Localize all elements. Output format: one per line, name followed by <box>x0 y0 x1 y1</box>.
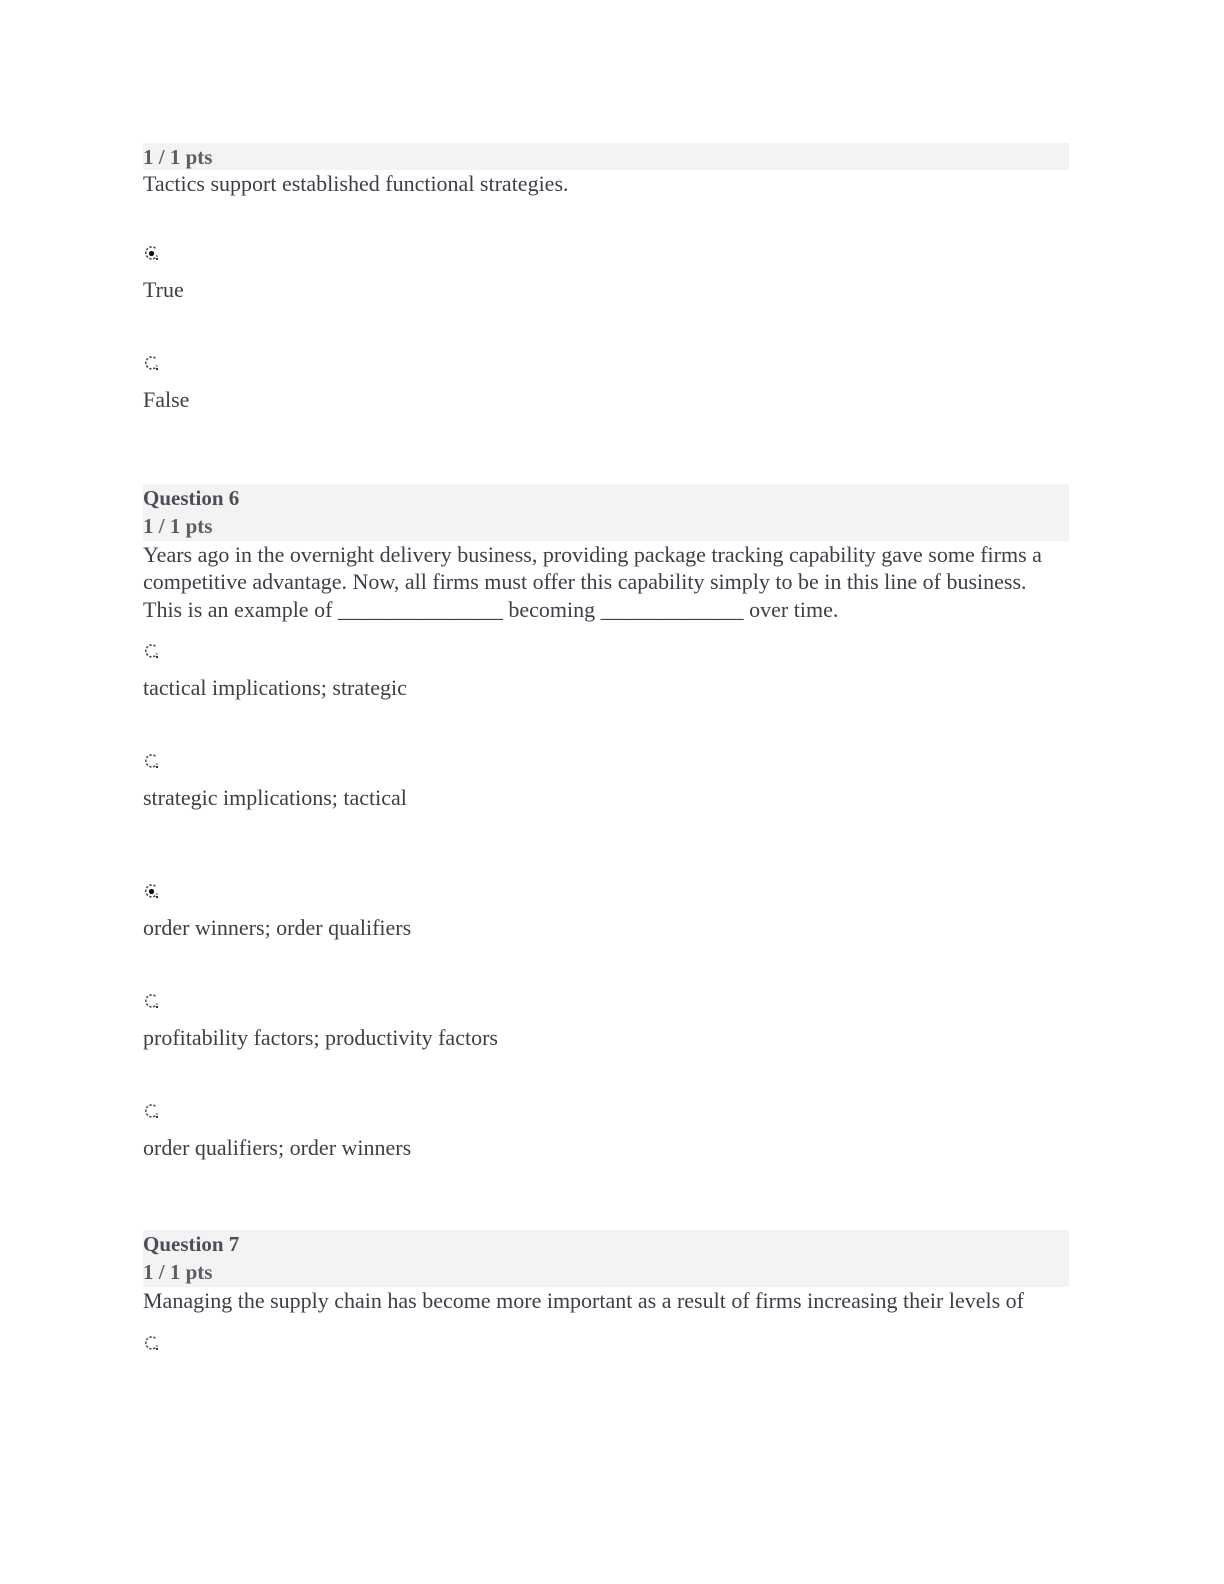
quiz-results-page <box>143 143 1069 1352</box>
question-6-answer-2[interactable] <box>143 753 1069 812</box>
radio-unselected-icon[interactable] <box>143 993 160 1010</box>
radio-unselected-icon[interactable] <box>143 643 160 660</box>
question-6-answer-4[interactable] <box>143 993 1069 1052</box>
radio-unselected-icon[interactable] <box>143 1103 160 1120</box>
question-7-header <box>143 1230 1069 1287</box>
question-6-prompt: Years ago in the overnight delivery business, providing package tracking capability gave some firms a competitive advantage. Now, all firms must offer this capability simply to be in this line of business. This is an example of _______________ becoming _____________ over time. <box>143 541 1042 622</box>
radio-unselected-icon[interactable] <box>143 1335 160 1352</box>
question-5-answer-2[interactable] <box>143 355 1069 414</box>
question-7-title: Question 7 <box>143 1232 240 1256</box>
answer-label: order winners; order qualifiers <box>143 915 412 940</box>
question-7-answer-1[interactable] <box>143 1335 1069 1352</box>
question-6-title: Question 6 <box>143 485 240 510</box>
radio-unselected-icon[interactable] <box>143 355 160 372</box>
radio-selected-icon[interactable] <box>143 883 160 900</box>
answer-label: False <box>143 386 190 412</box>
question-7-points: 1 / 1 pts <box>143 1260 213 1284</box>
answer-label: strategic implications; tactical <box>143 785 407 810</box>
question-5-answer-1[interactable] <box>143 245 1069 304</box>
answer-label: order qualifiers; order winners <box>143 1135 412 1160</box>
question-6-header <box>143 484 1069 541</box>
answer-label: True <box>143 276 184 302</box>
radio-selected-icon[interactable] <box>143 245 160 262</box>
question-6-answer-3[interactable] <box>143 883 1069 942</box>
question-5-prompt: Tactics support established functional strategies. <box>143 171 569 196</box>
question-6-answer-1[interactable] <box>143 643 1069 702</box>
question-5-points: 1 / 1 pts <box>143 145 213 169</box>
answer-label: profitability factors; productivity factors <box>143 1025 498 1050</box>
question-6-points: 1 / 1 pts <box>143 513 213 538</box>
radio-unselected-icon[interactable] <box>143 753 160 770</box>
question-5-header <box>143 143 1069 170</box>
answer-label: tactical implications; strategic <box>143 675 407 700</box>
question-7-prompt: Managing the supply chain has become more important as a result of firms increasing their levels of <box>143 1288 1024 1313</box>
question-6-answer-5[interactable] <box>143 1103 1069 1162</box>
